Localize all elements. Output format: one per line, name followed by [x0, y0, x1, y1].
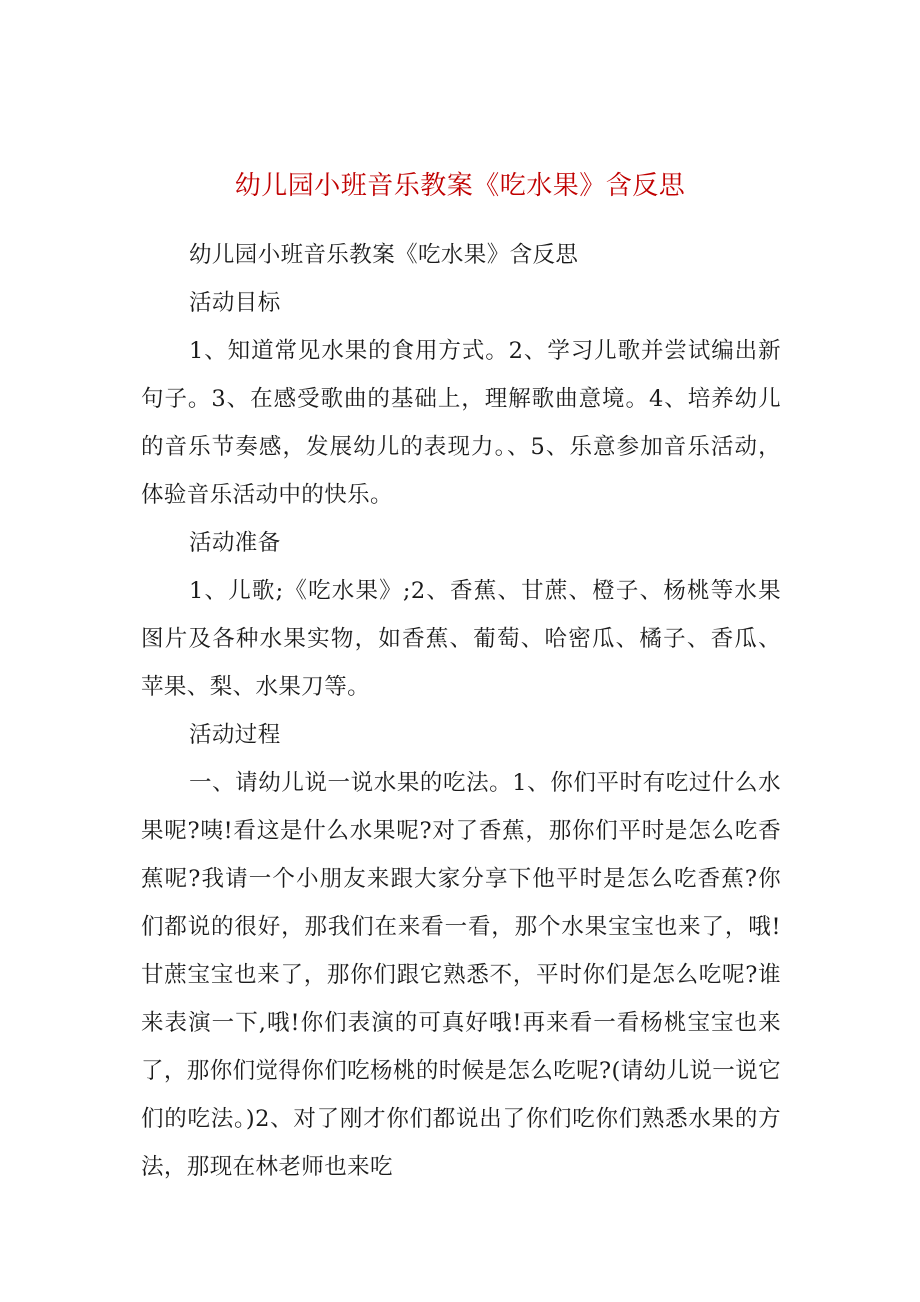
section-heading-process: 活动过程: [189, 722, 281, 748]
intro-paragraph: 幼儿园小班音乐教案《吃水果》含反思: [189, 242, 579, 268]
document-title: 幼儿园小班音乐教案《吃水果》含反思: [234, 171, 686, 201]
section-heading-preparation: 活动准备: [189, 530, 281, 556]
section-heading-goals: 活动目标: [189, 290, 281, 316]
goals-paragraph: 1、知道常见水果的食用方式。2、学习儿歌并尝试编出新句子。3、在感受歌曲的基础上，理解歌曲意境。4、培养幼儿的音乐节奏感，发展幼儿的表现力。、5、乐意参加音乐活动，体验音乐活动中的快乐。: [141, 338, 781, 508]
process-paragraph: 一、请幼儿说一说水果的吃法。1、你们平时有吃过什么水果呢?咦!看这是什么水果呢?对了香蕉，那你们平时是怎么吃香蕉呢?我请一个小朋友来跟大家分享下他平时是怎么吃香蕉?你们都说的很好，那我们在来看一看，那个水果宝宝也来了，哦!甘蔗宝宝也来了，那你们跟它熟悉不，平时你们是怎么吃呢?谁来表演一下,哦!你们表演的可真好哦!再来看一看杨桃宝宝也来了，那你们觉得你们吃杨桃的时候是怎么吃呢?(请幼儿说一说它们的吃法。)2、对了刚才你们都说出了你们吃你们熟悉水果的方法，那现在林老师也来吃: [141, 770, 781, 1180]
preparation-paragraph: 1、儿歌;《吃水果》;2、香蕉、甘蔗、橙子、杨桃等水果图片及各种水果实物，如香蕉、葡萄、哈密瓜、橘子、香瓜、苹果、梨、水果刀等。: [141, 578, 781, 700]
document-body: [141, 231, 781, 1191]
